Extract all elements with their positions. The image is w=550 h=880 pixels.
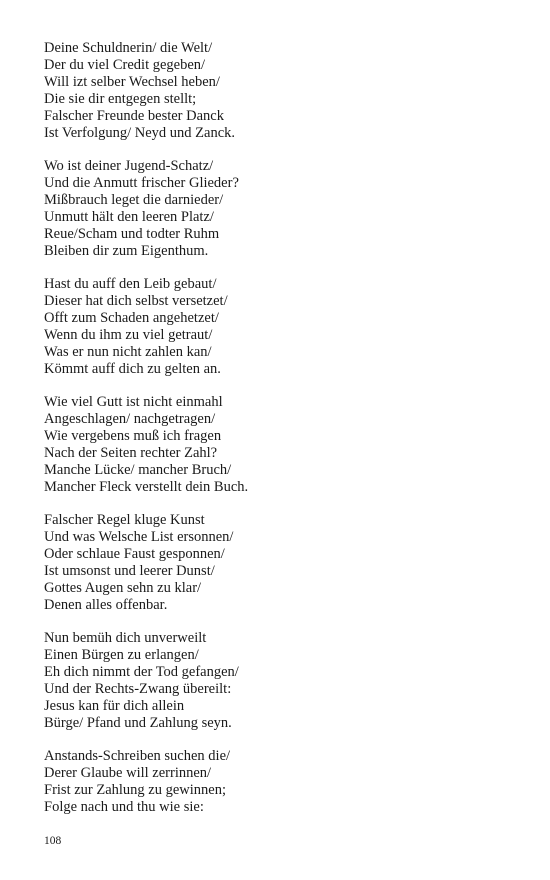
verse-line: Bleiben dir zum Eigenthum. <box>44 243 209 259</box>
verse-line: Bürge/ Pfand und Zahlung seyn. <box>44 715 232 731</box>
verse-line: Unmutt hält den leeren Platz/ <box>44 209 214 225</box>
verse-line: Jesus kan für dich allein <box>44 698 185 714</box>
stanza-3 <box>44 276 524 378</box>
verse-line: Was er nun nicht zahlen kan/ <box>44 344 212 360</box>
verse-line: Kömmt auff dich zu gelten an. <box>44 361 221 377</box>
stanza-1 <box>44 40 524 142</box>
verse-line: Derer Glaube will zerrinnen/ <box>44 765 212 781</box>
verse-line: Falscher Freunde bester Danck <box>44 108 224 124</box>
verse-line: Folge nach und thu wie sie: <box>44 799 204 815</box>
verse-line: Frist zur Zahlung zu gewinnen; <box>44 782 227 798</box>
verse-line: Nach der Seiten rechter Zahl? <box>44 445 218 461</box>
verse-line: Mancher Fleck verstellt dein Buch. <box>44 479 249 495</box>
verse-line: Deine Schuldnerin/ die Welt/ <box>44 40 213 56</box>
stanza-6 <box>44 630 524 732</box>
verse-line: Offt zum Schaden angehetzet/ <box>44 310 219 326</box>
verse-line: Ist umsonst und leerer Dunst/ <box>44 563 215 579</box>
verse-line: Gottes Augen sehn zu klar/ <box>44 580 202 596</box>
verse-line: Die sie dir entgegen stellt; <box>44 91 197 107</box>
verse-line: Und was Welsche List ersonnen/ <box>44 529 234 545</box>
verse-line: Falscher Regel kluge Kunst <box>44 512 205 528</box>
verse-line: Mißbrauch leget die darnieder/ <box>44 192 224 208</box>
verse-line: Nun bemüh dich unverweilt <box>44 630 207 646</box>
verse-line: Wenn du ihm zu viel getraut/ <box>44 327 213 343</box>
stanza-4 <box>44 394 524 496</box>
verse-line: Und der Rechts-Zwang übereilt: <box>44 681 232 697</box>
verse-line: Wo ist deiner Jugend-Schatz/ <box>44 158 214 174</box>
stanza-7 <box>44 748 524 816</box>
verse-line: Ist Verfolgung/ Neyd und Zanck. <box>44 125 236 141</box>
verse-line: Dieser hat dich selbst versetzet/ <box>44 293 228 309</box>
verse-line: Eh dich nimmt der Tod gefangen/ <box>44 664 239 680</box>
verse-line: Und die Anmutt frischer Glieder? <box>44 175 239 191</box>
verse-line: Will izt selber Wechsel heben/ <box>44 74 220 90</box>
stanza-5 <box>44 512 524 614</box>
page-number: 108 <box>44 835 62 847</box>
verse-line: Einen Bürgen zu erlangen/ <box>44 647 199 663</box>
verse-line: Wie vergebens muß ich fragen <box>44 428 222 444</box>
stanza-2 <box>44 158 524 260</box>
verse-line: Anstands-Schreiben suchen die/ <box>44 748 231 764</box>
verse-line: Hast du auff den Leib gebaut/ <box>44 276 217 292</box>
verse-line: Reue/Scham und todter Ruhm <box>44 226 220 242</box>
verse-line: Der du viel Credit gegeben/ <box>44 57 206 73</box>
verse-line: Oder schlaue Faust gesponnen/ <box>44 546 225 562</box>
verse-line: Angeschlagen/ nachgetragen/ <box>44 411 216 427</box>
verse-line: Manche Lücke/ mancher Bruch/ <box>44 462 232 478</box>
verse-line: Denen alles offenbar. <box>44 597 168 613</box>
poem-page <box>44 40 524 832</box>
verse-line: Wie viel Gutt ist nicht einmahl <box>44 394 223 410</box>
